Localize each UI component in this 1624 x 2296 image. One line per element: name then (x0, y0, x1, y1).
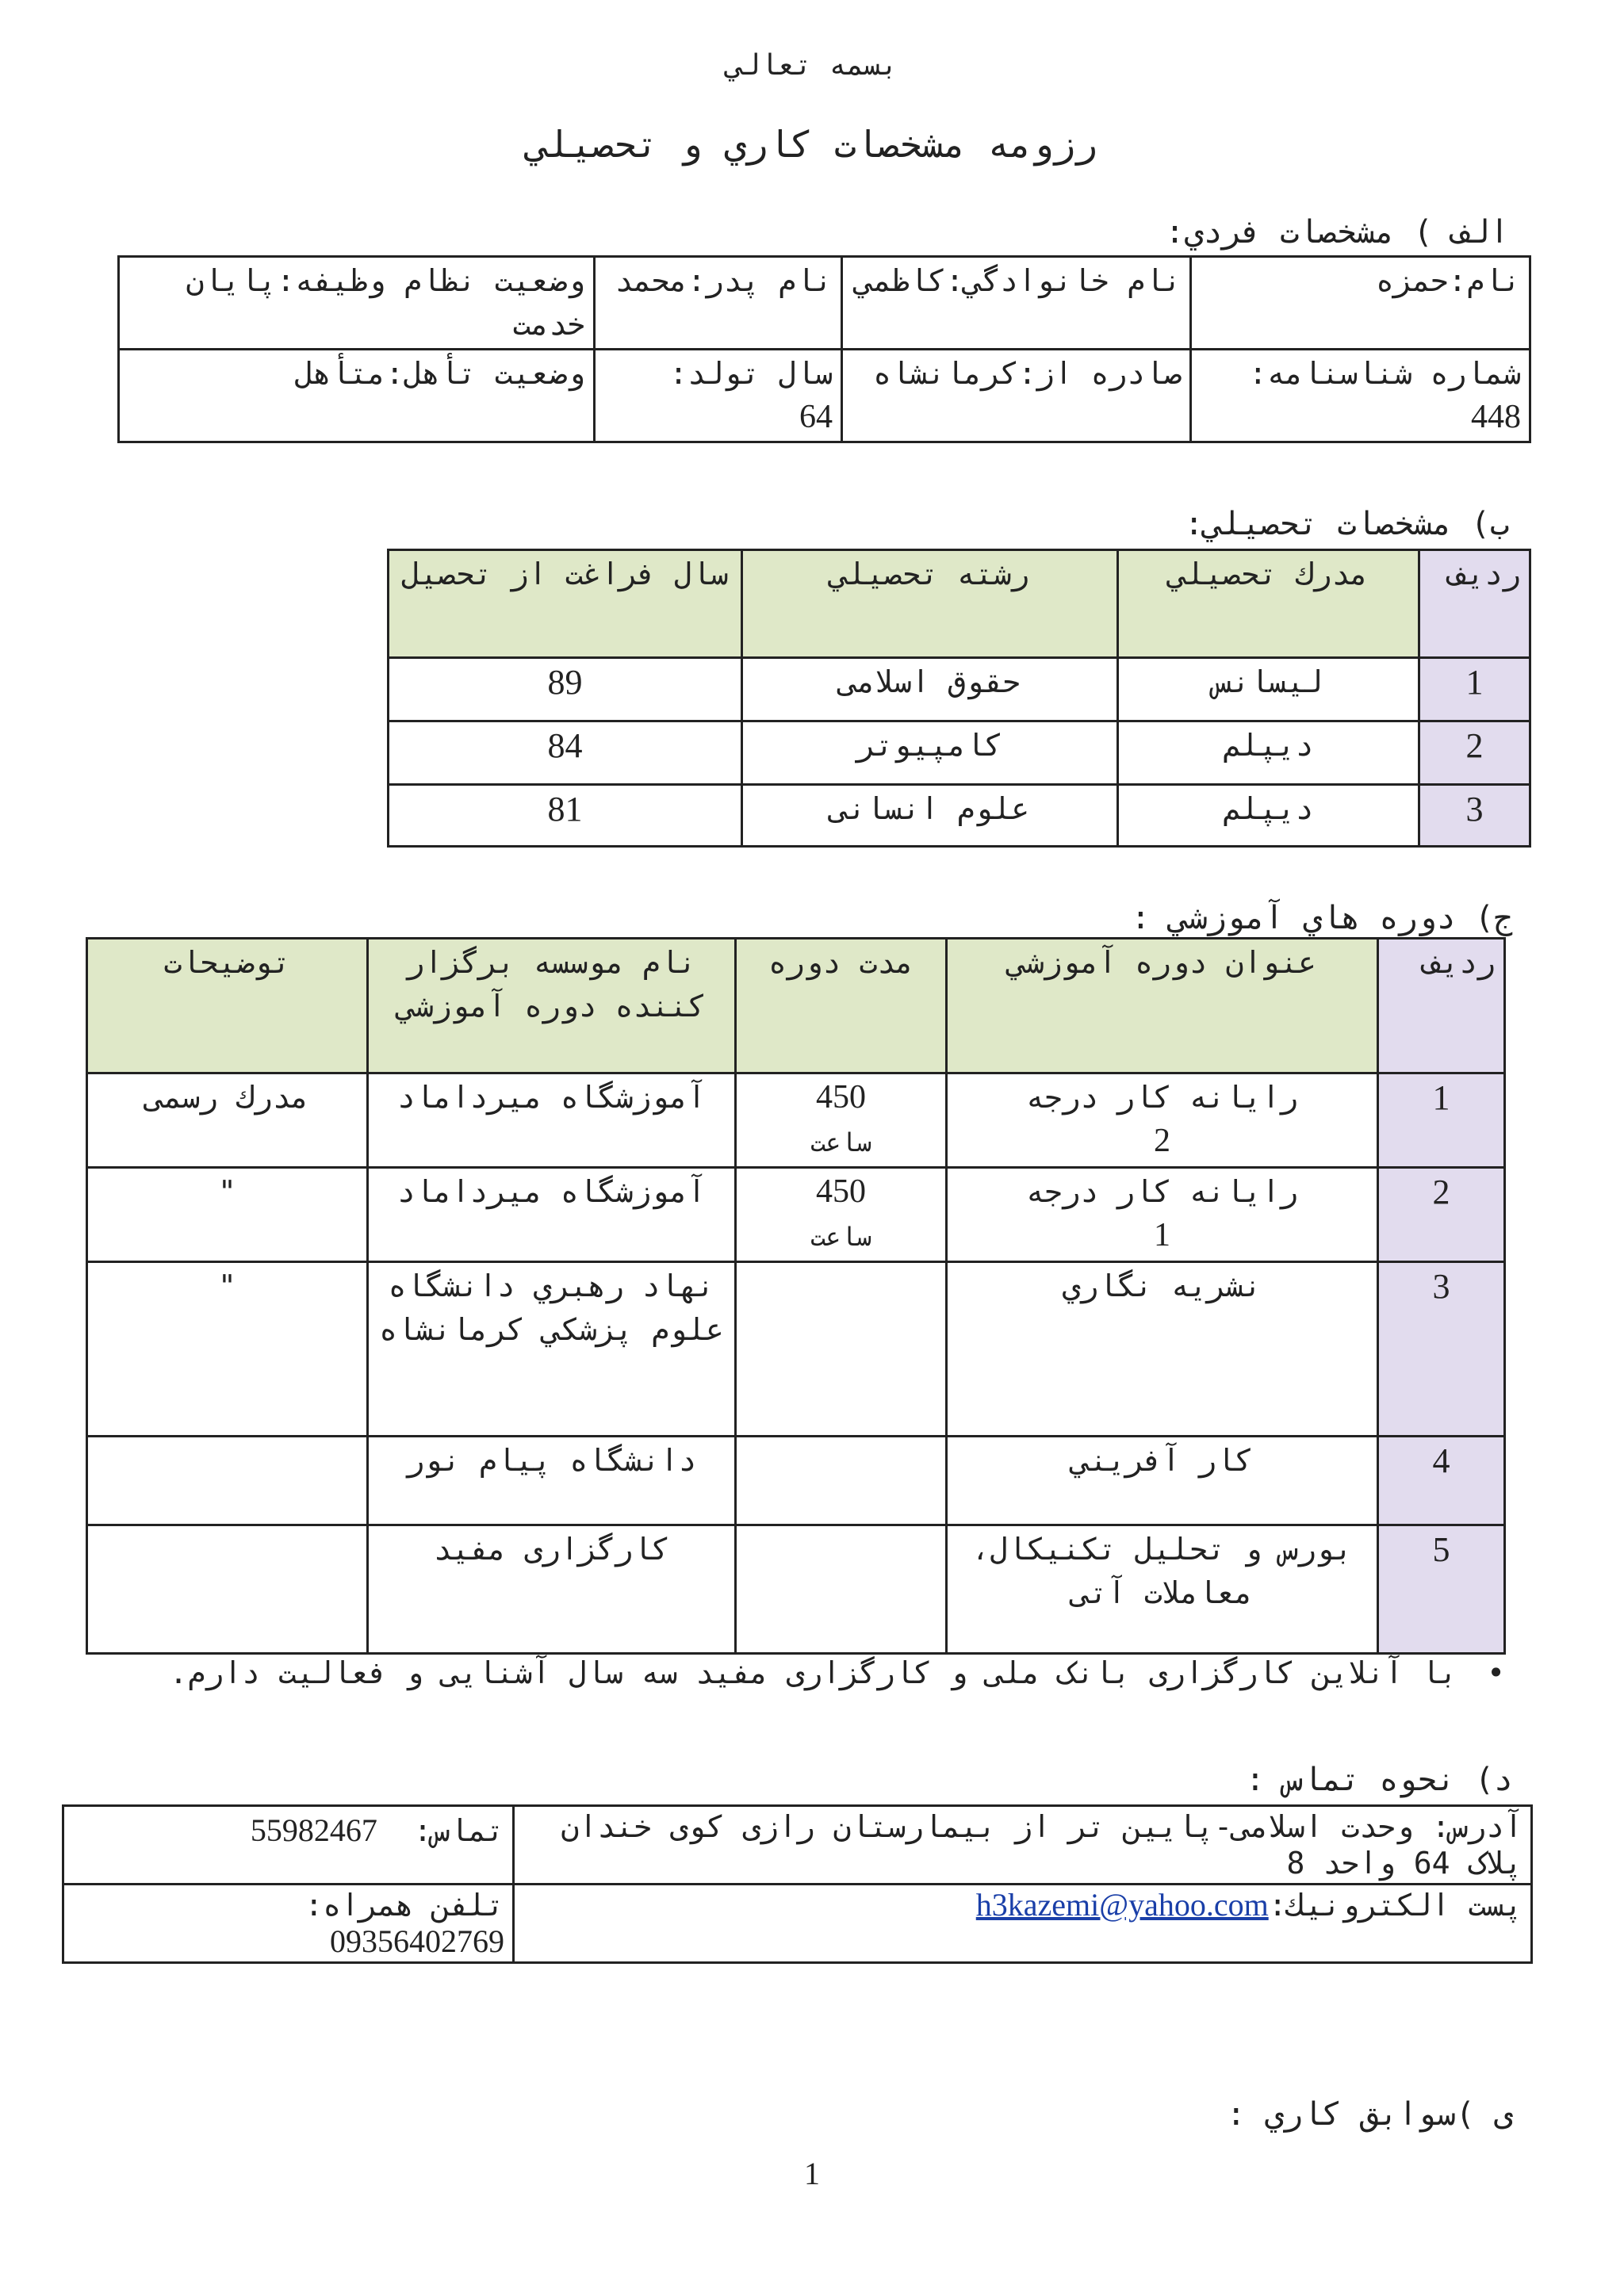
page-title: رزومه مشخصات كاري و تحصيلي (526, 123, 1098, 166)
table-row: 3 نشريه نگاري نهاد رهبري دانشگاه علوم پزشكي كرمانشاه " (87, 1262, 1505, 1437)
personal-family: نام خانوادگي:كاظمي (842, 257, 1191, 350)
personal-issued: صادره از:كرمانشاه (842, 350, 1191, 442)
edu-col-degree: مدرك تحصيلي (1118, 550, 1419, 658)
email-link[interactable]: h3kazemi@yahoo.com (975, 1887, 1269, 1923)
personal-father: نام پدر:محمد (595, 257, 842, 350)
personal-military: وضعيت نظام وظيفه:پايان خدمت (119, 257, 595, 350)
table-row: 3 ديپلم علوم انسانی 81 (389, 785, 1530, 847)
contact-phone: تماس: 55982467 (63, 1806, 514, 1885)
contact-address: آدرس: وحدت اسلامی-پایین تر از بیمارستان رازی کوی خندان پلاک 64 واحد 8 (514, 1806, 1532, 1885)
edu-col-num: رديف (1419, 550, 1530, 658)
contact-table (62, 1804, 1533, 1964)
education-heading: ب) مشخصات تحصيلي: (1184, 506, 1509, 542)
table-row: 5 بورس و تحلیل تکنیکال، معاملات آتی کارگزاری مفید (87, 1525, 1505, 1654)
contact-email: پست الكترونيك:h3kazemi@yahoo.com (514, 1885, 1532, 1963)
course-col-institute: نام موسسه برگزار كننده دوره آموزشي (368, 939, 736, 1073)
table-row: 4 كار آفريني دانشگاه پيام نور (87, 1437, 1505, 1525)
personal-birth: سال تولد: 64 (595, 350, 842, 442)
bullet-icon: • (1487, 1655, 1505, 1690)
personal-heading: الف ) مشخصات فردي: (1165, 214, 1509, 251)
basmala: بسمه تعالي (726, 49, 898, 82)
course-col-num: رديف (1378, 939, 1505, 1073)
education-table (387, 549, 1531, 848)
personal-id-value: 448 (1471, 399, 1521, 435)
work-heading: ی )سوابق كاري : (1226, 2096, 1513, 2133)
edu-col-year: سال فراغت از تحصيل (389, 550, 742, 658)
course-col-title: عنوان دوره آموزشي (947, 939, 1378, 1073)
bullet-note: • با آنلاین کارگزاری بانک ملی و کارگزاری مفید سه سال آشنایی و فعالیت دارم. (133, 1651, 1505, 1695)
table-row: 2 رايانه كار درجه 1 450 ساعت آموزشگاه ميرداماد " (87, 1168, 1505, 1262)
personal-table (117, 255, 1531, 443)
courses-table (86, 937, 1506, 1655)
table-row: 2 ديپلم كامپيوتر 84 (389, 721, 1530, 785)
mobile-value: 09356402769 (330, 1923, 504, 1959)
course-col-notes: توضيحات (87, 939, 368, 1073)
edu-col-field: رشته تحصيلي (742, 550, 1118, 658)
page-number: 1 (804, 2156, 820, 2191)
courses-heading: ج) دوره هاي آموزشي : (1131, 900, 1513, 936)
course-col-duration: مدت دوره (736, 939, 947, 1073)
contact-heading: د) نحوه تماس : (1245, 1762, 1513, 1798)
personal-birth-value: 64 (799, 399, 833, 435)
personal-marital: وضعيت تأهل:متأهل (119, 350, 595, 442)
table-row: 1 ليسانس حقوق اسلامی 89 (389, 658, 1530, 721)
personal-id: شماره شناسنامه: 448 (1191, 350, 1530, 442)
table-row: 1 رايانه كار درجه 2 450 ساعت آموزشگاه ميرداماد مدرك رسمی (87, 1073, 1505, 1168)
personal-name: نام:حمزه (1191, 257, 1530, 350)
contact-mobile: تلفن همراه: 09356402769 (63, 1885, 514, 1963)
phone-value: 55982467 (250, 1812, 377, 1848)
